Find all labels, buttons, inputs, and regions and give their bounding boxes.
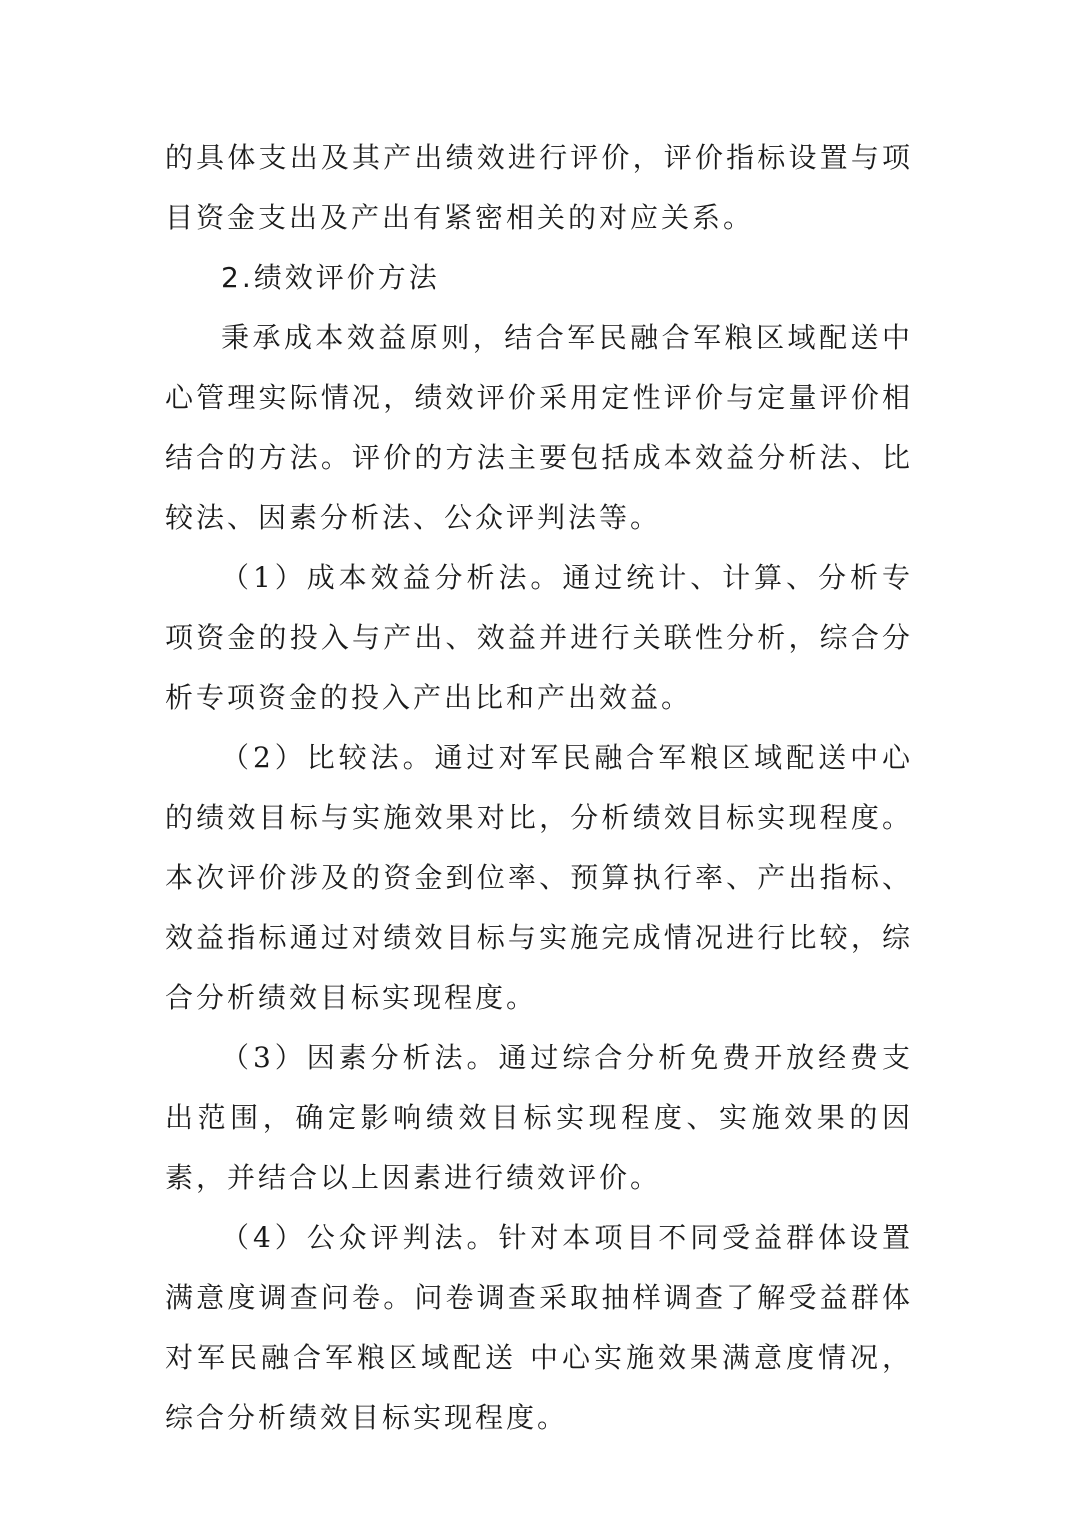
document-body	[165, 128, 913, 1448]
method-comparison-paragraph: （2）比较法。通过对军民融合军粮区域配送中心的绩效目标与实施效果对比，分析绩效目标实现程度。本次评价涉及的资金到位率、预算执行率、产出指标、效益指标通过对绩效目标与实施完成情况进行比较，综合分析绩效目标实现程度。	[165, 741, 913, 1014]
method-cost-benefit-paragraph: （1）成本效益分析法。通过统计、计算、分析专项资金的投入与产出、效益并进行关联性分析，综合分析专项资金的投入产出比和产出效益。	[165, 561, 913, 714]
method-public-paragraph: （4）公众评判法。针对本项目不同受益群体设置满意度调查问卷。问卷调查采取抽样调查了解受益群体对军民融合军粮区域配送 中心实施效果满意度情况，综合分析绩效目标实现程度。	[165, 1221, 913, 1434]
intro-paragraph: 秉承成本效益原则，结合军民融合军粮区域配送中心管理实际情况，绩效评价采用定性评价与定量评价相结合的方法。评价的方法主要包括成本效益分析法、比较法、因素分析法、公众评判法等。	[165, 321, 913, 534]
section-heading: 2.绩效评价方法	[221, 261, 440, 294]
continuation-paragraph: 的具体支出及其产出绩效进行评价，评价指标设置与项目资金支出及产出有紧密相关的对应关系。	[165, 141, 913, 234]
method-factor-paragraph: （3）因素分析法。通过综合分析免费开放经费支出范围，确定影响绩效目标实现程度、实施效果的因素，并结合以上因素进行绩效评价。	[165, 1041, 913, 1194]
